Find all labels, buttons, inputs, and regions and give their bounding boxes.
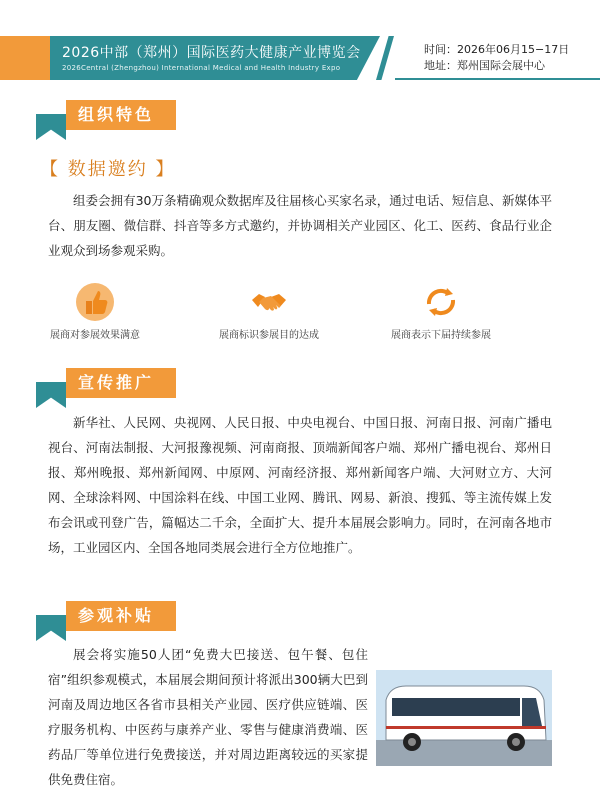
expo-address: 地址：郑州国际会展中心: [424, 59, 545, 72]
expo-header: [0, 36, 600, 80]
banner-label: 宣传推广: [66, 368, 176, 398]
banner-fold: [36, 382, 66, 408]
expo-subtitle-en: 2026Central (Zhengzhou) International Medical and Health Industry Expo: [62, 64, 341, 72]
feature-goal: [194, 282, 344, 341]
handshake-icon: [249, 282, 289, 322]
feature-return: [366, 282, 516, 341]
promo-text: 新华社、人民网、央视网、人民日报、中央电视台、中国日报、河南日报、河南广播电视台、河南法制报、大河报豫视频、河南商报、顶端新闻客户端、郑州广播电视台、郑州日报、郑州晚报、郑州新闻网、中原网、河南经济报、郑州新闻客户端、大河财立方、大河网、全球涂料网、中国涂料在线、中国工业网、腾讯、网易、新浪、搜狐、等主流传媒上发布会讯或刊登广告，篇幅达二千余，全面扩大、提升本届展会影响力。同时，在河南各地市场，工业园区内、全国各地同类展会进行全方位地推广。: [48, 415, 552, 555]
header-slash: [376, 36, 394, 80]
invite-title: 【 数据邀约 】: [40, 159, 176, 180]
expo-time: 时间：2026年06月15−17日: [424, 43, 570, 56]
feature-caption: 展商表示下届持续参展: [391, 330, 491, 341]
banner-fold: [36, 615, 66, 641]
header-rule: [395, 78, 600, 80]
feature-caption: 展商对参展效果满意: [50, 330, 140, 341]
thumbs-up-icon: [75, 282, 115, 322]
subsidy-text-content: 展会将实施50人团“免费大巴接送、包午餐、包住宿”组织参观模式，本届展会期间预计将派出300辆大巴到河南及周边地区各省市县相关产业园、医疗供应链端、医疗服务机构、中医药与康养产业、零售与健康消费端、医药品厂等单位进行免费接送，并对周边距离较远的买家提供免费住宿。: [48, 647, 368, 787]
bus-image: [376, 670, 552, 766]
expo-title: 2026中部（郑州）国际医药大健康产业博览会: [62, 45, 361, 61]
header-orange-block: [0, 36, 50, 80]
feature-caption: 展商标识参展目的达成: [219, 330, 319, 341]
refresh-icon: [421, 282, 461, 322]
banner-fold: [36, 114, 66, 140]
banner-subsidy: [36, 601, 176, 631]
banner-label: 组织特色: [66, 100, 176, 130]
invite-text: 组委会拥有30万条精确观众数据库及往届核心买家名录，通过电话、短信息、新媒体平台、朋友圈、微信群、抖音等多方式邀约，并协调相关产业园区、化工、医药、食品行业企业观众到场参观采购。: [48, 193, 552, 258]
feature-satisfied: [20, 282, 170, 341]
banner-features: [36, 100, 176, 130]
expo-info: [424, 42, 569, 74]
banner-promotion: [36, 368, 176, 398]
banner-label: 参观补贴: [66, 601, 176, 631]
